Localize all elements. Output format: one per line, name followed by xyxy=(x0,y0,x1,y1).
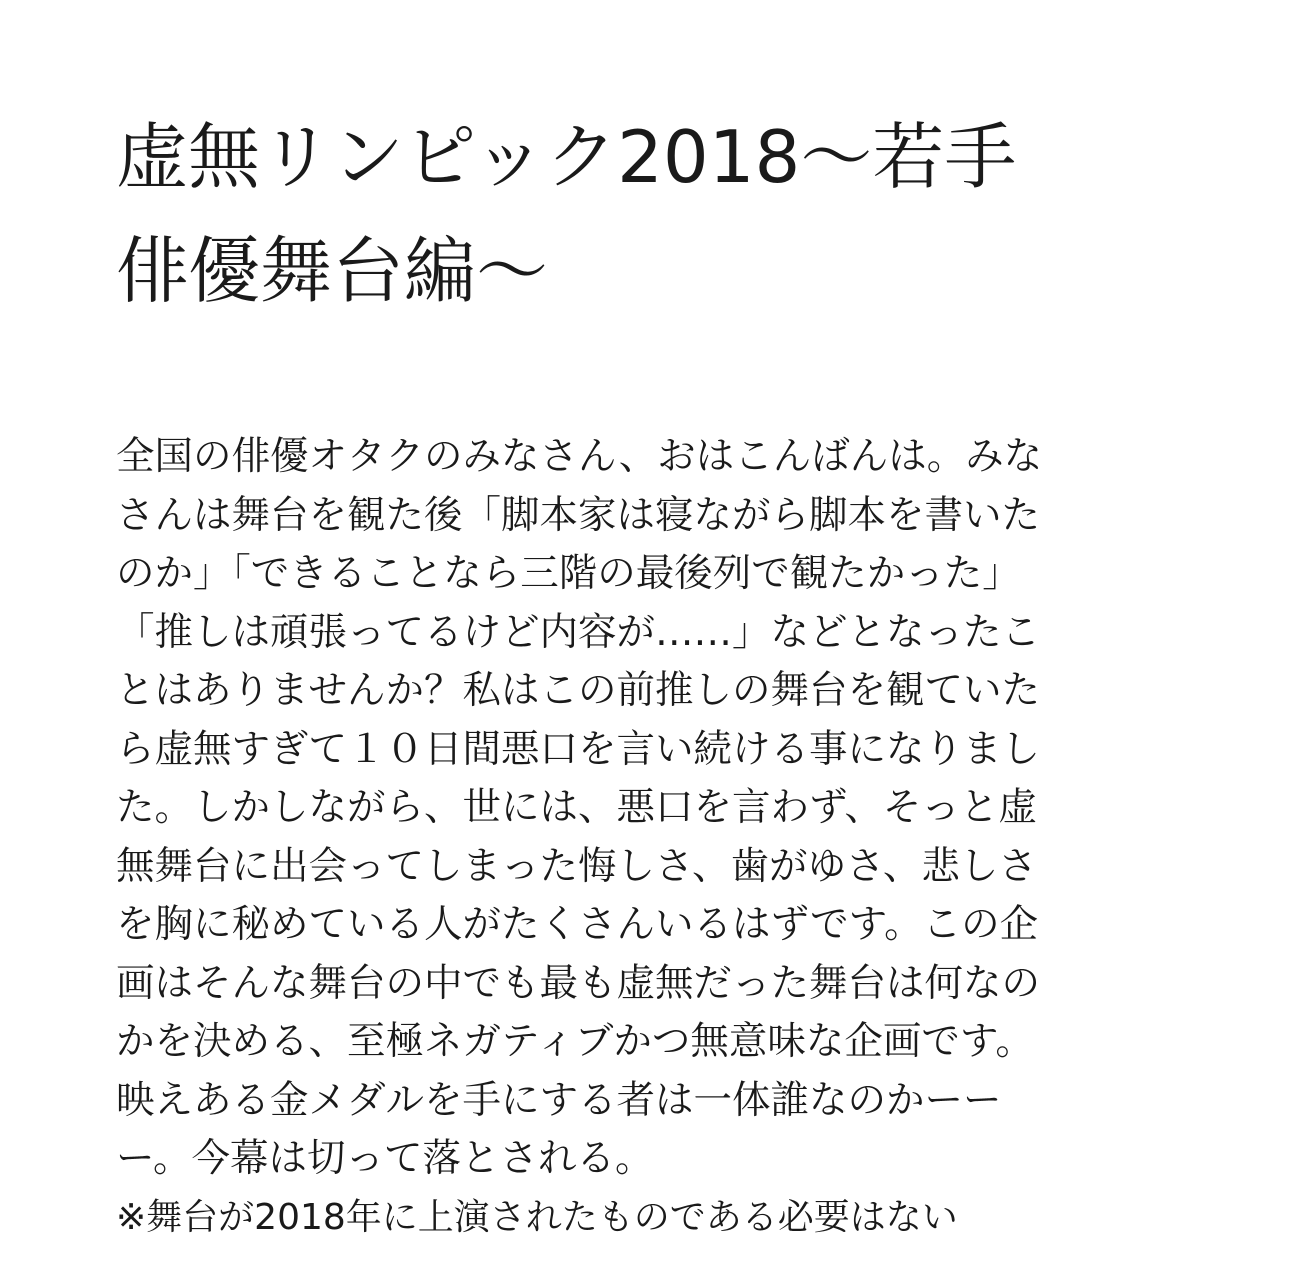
body-text xyxy=(116,428,1206,1247)
body-line: とはありませんか？私はこの前推しの舞台を観ていた xyxy=(116,668,1041,713)
body-line: 「推しは頑張ってるけど内容が……」などとなったこ xyxy=(116,609,1041,655)
body-line: 全国の俳優オタクのみなさん、おはこんばんは。みな xyxy=(116,434,1043,479)
body-line: 無舞台に出会ってしまった悔しさ、歯がゆさ、悲しさ xyxy=(116,843,1037,889)
body-line: さんは舞台を観た後「脚本家は寝ながら脚本を書いた xyxy=(116,492,1041,538)
body-line: 画はそんな舞台の中でも最も虚無だった舞台は何なの xyxy=(116,960,1041,1006)
title-line-2: 俳優舞台編～ xyxy=(116,229,549,313)
footnote: ※舞台が2018年に上演されたものである必要はない xyxy=(116,1196,958,1238)
page-title xyxy=(116,100,1206,328)
body-line: のか」「できることなら三階の最後列で観たかった」 xyxy=(116,551,1021,596)
body-line: かを決める、至極ネガティブかつ無意味な企画です。 xyxy=(116,1019,1034,1064)
body-line: ー。今幕は切って落とされる。 xyxy=(116,1136,654,1181)
body-line: ら虚無すぎて１０日間悪口を言い続ける事になりまし xyxy=(116,726,1041,772)
body-line: た。しかしながら、世には、悪口を言わず、そっと虚 xyxy=(116,785,1037,830)
body-line: を胸に秘めている人がたくさんいるはずです。この企 xyxy=(116,902,1039,947)
body-line: 映えある金メダルを手にする者は一体誰なのかーー xyxy=(116,1077,1002,1123)
document-page xyxy=(116,100,1206,1247)
title-line-1: 虚無リンピック2018～若手 xyxy=(116,115,1017,199)
